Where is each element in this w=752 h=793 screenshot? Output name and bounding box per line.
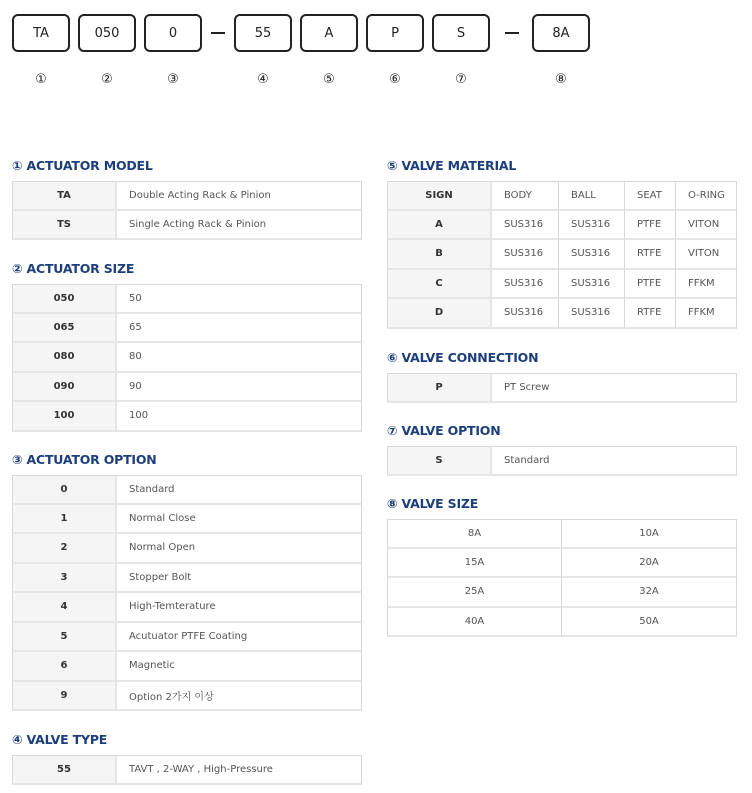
section-title: ⑦ VALVE OPTION xyxy=(387,423,501,438)
sign-cell: 9 xyxy=(12,682,117,712)
desc-cell: Normal Close xyxy=(117,505,362,535)
code-dash xyxy=(505,32,519,34)
table-row xyxy=(12,181,362,211)
desc-cell: 90 xyxy=(117,373,362,403)
sign-cell: S xyxy=(387,446,492,476)
table-row xyxy=(12,623,362,653)
code-box-size: 050 xyxy=(78,14,136,52)
header-seat: SEAT xyxy=(625,181,676,211)
table-row xyxy=(387,549,737,579)
seat-cell: RTFE xyxy=(625,240,676,270)
sign-cell: TA xyxy=(12,181,117,211)
body-cell: SUS316 xyxy=(492,211,559,241)
size-cell: 40A xyxy=(387,608,562,638)
ball-cell: SUS316 xyxy=(559,299,625,329)
valve-type-table xyxy=(12,755,362,785)
table-row xyxy=(387,373,737,403)
table-row xyxy=(12,505,362,535)
seat-cell: PTFE xyxy=(625,211,676,241)
sign-cell: A xyxy=(387,211,492,241)
table-row xyxy=(387,578,737,608)
size-cell: 50A xyxy=(562,608,737,638)
table-row xyxy=(387,608,737,638)
code-box-option: 0 xyxy=(144,14,202,52)
desc-cell: TAVT , 2-WAY , High-Pressure xyxy=(117,755,362,785)
section-title: ② ACTUATOR SIZE xyxy=(12,261,135,276)
valve-option-section xyxy=(387,422,737,476)
ball-cell: SUS316 xyxy=(559,211,625,241)
table-row xyxy=(12,314,362,344)
desc-cell: PT Screw xyxy=(492,373,737,403)
size-cell: 20A xyxy=(562,549,737,579)
desc-cell: Normal Open xyxy=(117,534,362,564)
body-cell: SUS316 xyxy=(492,270,559,300)
sign-cell: 2 xyxy=(12,534,117,564)
size-cell: 15A xyxy=(387,549,562,579)
table-row xyxy=(387,446,737,476)
table-row xyxy=(12,652,362,682)
valve-size-section xyxy=(387,495,737,637)
sign-cell: 4 xyxy=(12,593,117,623)
oring-cell: VITON xyxy=(676,240,737,270)
code-box-valve-connection: P xyxy=(366,14,424,52)
sign-cell: 1 xyxy=(12,505,117,535)
code-index: ⑤ xyxy=(323,72,335,87)
sign-cell: 100 xyxy=(12,402,117,432)
sign-cell: B xyxy=(387,240,492,270)
code-dash xyxy=(211,32,225,34)
table-row xyxy=(387,299,737,329)
code-box-valve-option: S xyxy=(432,14,490,52)
code-index: ④ xyxy=(257,72,269,87)
ball-cell: SUS316 xyxy=(559,240,625,270)
actuator-model-section xyxy=(12,157,362,240)
table-row xyxy=(12,534,362,564)
desc-cell: Standard xyxy=(492,446,737,476)
actuator-size-table xyxy=(12,284,362,432)
actuator-option-table xyxy=(12,475,362,711)
header-body: BODY xyxy=(492,181,559,211)
sign-cell: 3 xyxy=(12,564,117,594)
valve-connection-table xyxy=(387,373,737,403)
valve-type-section xyxy=(12,731,362,785)
valve-material-section xyxy=(387,157,737,329)
section-title: ⑥ VALVE CONNECTION xyxy=(387,350,539,365)
sign-cell: D xyxy=(387,299,492,329)
code-box-valve-type: 55 xyxy=(234,14,292,52)
table-row xyxy=(387,270,737,300)
valve-option-table xyxy=(387,446,737,476)
desc-cell: 100 xyxy=(117,402,362,432)
header-oring: O-RING xyxy=(676,181,737,211)
header-ball: BALL xyxy=(559,181,625,211)
oring-cell: FFKM xyxy=(676,270,737,300)
section-title: ⑧ VALVE SIZE xyxy=(387,496,479,511)
desc-cell: Acutuator PTFE Coating xyxy=(117,623,362,653)
desc-cell: 65 xyxy=(117,314,362,344)
code-box-valve-size: 8A xyxy=(532,14,590,52)
table-row xyxy=(12,475,362,505)
section-title: ④ VALVE TYPE xyxy=(12,732,108,747)
desc-cell: Option 2가지 이상 xyxy=(117,682,362,712)
oring-cell: VITON xyxy=(676,211,737,241)
desc-cell: Stopper Bolt xyxy=(117,564,362,594)
sign-cell: 065 xyxy=(12,314,117,344)
code-index: ⑧ xyxy=(555,72,567,87)
sign-cell: 0 xyxy=(12,475,117,505)
seat-cell: RTFE xyxy=(625,299,676,329)
desc-cell: Double Acting Rack & Pinion xyxy=(117,181,362,211)
table-row xyxy=(387,211,737,241)
table-header-row xyxy=(387,181,737,211)
sign-cell: 5 xyxy=(12,623,117,653)
table-row xyxy=(12,402,362,432)
desc-cell: 80 xyxy=(117,343,362,373)
section-title: ① ACTUATOR MODEL xyxy=(12,158,153,173)
sign-cell: P xyxy=(387,373,492,403)
table-row xyxy=(12,284,362,314)
valve-connection-section xyxy=(387,349,737,403)
code-index: ③ xyxy=(167,72,179,87)
code-box-model: TA xyxy=(12,14,70,52)
sign-cell: C xyxy=(387,270,492,300)
table-row xyxy=(12,373,362,403)
valve-material-table xyxy=(387,181,737,329)
body-cell: SUS316 xyxy=(492,299,559,329)
header-sign: SIGN xyxy=(387,181,492,211)
size-cell: 32A xyxy=(562,578,737,608)
size-cell: 10A xyxy=(562,519,737,549)
sign-cell: 6 xyxy=(12,652,117,682)
size-cell: 8A xyxy=(387,519,562,549)
desc-cell: 50 xyxy=(117,284,362,314)
actuator-model-table xyxy=(12,181,362,240)
code-index: ① xyxy=(35,72,47,87)
ball-cell: SUS316 xyxy=(559,270,625,300)
code-box-valve-material: A xyxy=(300,14,358,52)
table-row xyxy=(387,240,737,270)
desc-cell: Single Acting Rack & Pinion xyxy=(117,211,362,241)
size-cell: 25A xyxy=(387,578,562,608)
table-row xyxy=(12,343,362,373)
oring-cell: FFKM xyxy=(676,299,737,329)
table-row xyxy=(12,564,362,594)
code-index: ② xyxy=(101,72,113,87)
actuator-size-section xyxy=(12,260,362,432)
sign-cell: TS xyxy=(12,211,117,241)
desc-cell: High-Temterature xyxy=(117,593,362,623)
section-title: ③ ACTUATOR OPTION xyxy=(12,452,157,467)
table-row xyxy=(387,519,737,549)
sign-cell: 080 xyxy=(12,343,117,373)
sign-cell: 090 xyxy=(12,373,117,403)
seat-cell: PTFE xyxy=(625,270,676,300)
table-row xyxy=(12,755,362,785)
sign-cell: 55 xyxy=(12,755,117,785)
table-row xyxy=(12,682,362,712)
desc-cell: Standard xyxy=(117,475,362,505)
actuator-option-section xyxy=(12,451,362,711)
section-title: ⑤ VALVE MATERIAL xyxy=(387,158,517,173)
valve-size-table xyxy=(387,519,737,637)
body-cell: SUS316 xyxy=(492,240,559,270)
code-index: ⑥ xyxy=(389,72,401,87)
table-row xyxy=(12,211,362,241)
sign-cell: 050 xyxy=(12,284,117,314)
desc-cell: Magnetic xyxy=(117,652,362,682)
code-index: ⑦ xyxy=(455,72,467,87)
table-row xyxy=(12,593,362,623)
